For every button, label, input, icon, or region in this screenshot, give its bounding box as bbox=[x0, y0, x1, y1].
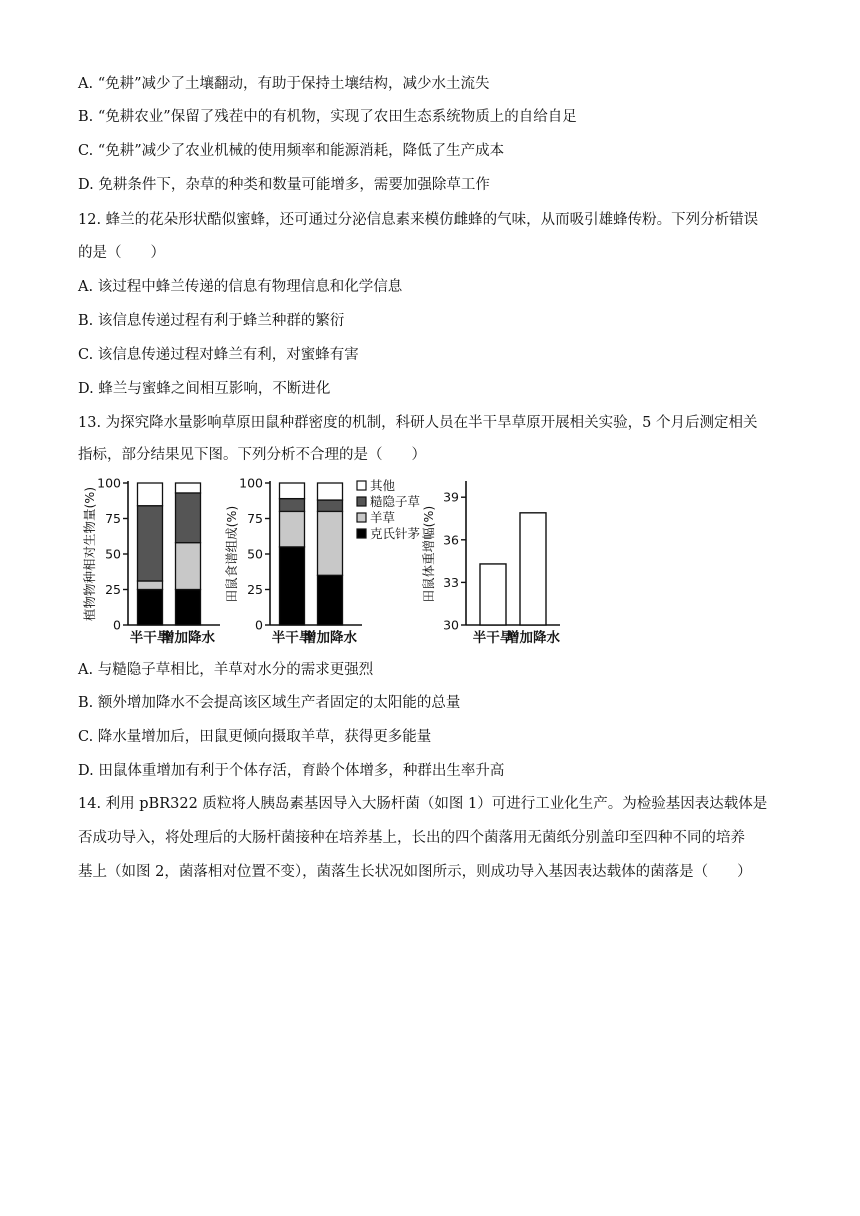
chart1-bar-segment bbox=[138, 506, 163, 581]
chart2-legend-label: 糙隐子草 bbox=[370, 494, 421, 509]
text-line-9: C. 该信息传递过程对蜂兰有利，对蜜蜂有害 bbox=[78, 347, 359, 363]
chart3-ytick-label: 33 bbox=[443, 574, 459, 590]
text-line-6: 的是（ ） bbox=[78, 245, 165, 261]
chart2-ytick-label: 75 bbox=[247, 511, 263, 526]
answer-line-3: C. 降水量增加后，田鼠更倾向摄取羊草，获得更多能量 bbox=[78, 729, 432, 745]
chart1-bar-segment bbox=[176, 493, 201, 543]
chart2-bar-segment bbox=[318, 483, 343, 500]
text-line-12: 指标，部分结果见下图。下列分析不合理的是（ ） bbox=[78, 447, 426, 463]
text-line-2: B. “免耕农业”保留了残茬中的有机物，实现了农田生态系统物质上的自给自足 bbox=[78, 109, 577, 125]
chart2-ytick-label: 0 bbox=[255, 617, 263, 633]
chart2-category-label: 半干旱 bbox=[271, 630, 313, 646]
text-line-3: C. “免耕”减少了农业机械的使用频率和能源消耗，降低了生产成本 bbox=[78, 143, 505, 159]
chart1-ytick-label: 100 bbox=[97, 475, 121, 491]
answer-line-6: 否成功导入，将处理后的大肠杆菌接种在培养基上，长出的四个菌落用无菌纸分别盖印至四种不同的培养 bbox=[78, 830, 745, 846]
chart2-legend-swatch bbox=[357, 513, 366, 522]
chart2-category-label: 增加降水 bbox=[303, 630, 357, 646]
text-line-7: A. 该过程中蜂兰传递的信息有物理信息和化学信息 bbox=[78, 279, 403, 295]
chart2-ytick-label: 50 bbox=[247, 546, 263, 562]
chart1-bar-segment bbox=[176, 483, 201, 493]
text-line-5: 12. 蜂兰的花朵形状酷似蜜蜂，还可通过分泌信息素来模仿雌蜂的气味，从而吸引雄蜂传粉。下列分析错误 bbox=[78, 212, 759, 228]
chart1-ytick-label: 50 bbox=[105, 546, 121, 562]
chart2-ytick-label: 100 bbox=[239, 475, 263, 491]
chart2-legend-label: 羊草 bbox=[370, 510, 396, 525]
chart1-ytick-label: 0 bbox=[113, 617, 121, 633]
chart2-y-axis-label: 田鼠食谱组成(%) bbox=[224, 505, 239, 603]
chart3-category-label: 增加降水 bbox=[506, 630, 560, 646]
text-line-8: B. 该信息传递过程有利于蜂兰种群的繁衍 bbox=[78, 313, 345, 329]
text-line-11: 13. 为探究降水量影响草原田鼠种群密度的机制，科研人员在半干旱草原开展相关实验，5 个月后测定相关 bbox=[78, 415, 758, 431]
chart2-bar-segment bbox=[280, 547, 305, 625]
chart2-ytick-label: 25 bbox=[247, 582, 263, 597]
answer-line-2: B. 额外增加降水不会提高该区域生产者固定的太阳能的总量 bbox=[78, 695, 461, 711]
chart2-bar-segment bbox=[280, 511, 305, 547]
figure-charts bbox=[80, 474, 600, 652]
chart-svg bbox=[80, 474, 600, 652]
chart2-legend-label: 其他 bbox=[370, 478, 396, 493]
answer-line-7: 基上（如图 2，菌落相对位置不变），菌落生长状况如图所示，则成功导入基因表达载体的菌落是（ ） bbox=[78, 864, 752, 880]
chart2-bar-segment bbox=[318, 511, 343, 575]
chart3-category-label: 半干旱 bbox=[472, 630, 514, 646]
chart1-bar-segment bbox=[138, 581, 163, 590]
text-line-10: D. 蜂兰与蜜蜂之间相互影响，不断进化 bbox=[78, 381, 331, 397]
chart1-bar-segment bbox=[176, 543, 201, 590]
answer-line-5: 14. 利用 pBR322 质粒将人胰岛素基因导入大肠杆菌（如图 1）可进行工业化生产。为检验基因表达载体是 bbox=[78, 796, 768, 812]
chart3-bar bbox=[520, 513, 546, 625]
answer-line-1: A. 与糙隐子草相比，羊草对水分的需求更强烈 bbox=[78, 662, 374, 678]
chart1-category-label: 增加降水 bbox=[161, 630, 215, 646]
chart3-ytick-label: 36 bbox=[443, 532, 459, 548]
chart1-y-axis-label: 植物物种相对生物量(%) bbox=[82, 486, 97, 622]
chart1-ytick-label: 75 bbox=[105, 511, 121, 526]
chart1-bar-segment bbox=[176, 590, 201, 626]
text-line-1: A. “免耕”减少了土壤翻动，有助于保持土壤结构，减少水土流失 bbox=[78, 76, 490, 92]
chart2-bar-segment bbox=[318, 575, 343, 625]
chart1-category-label: 半干旱 bbox=[129, 630, 171, 646]
chart2-legend-swatch bbox=[357, 529, 366, 538]
chart2-bar-segment bbox=[280, 499, 305, 512]
chart1-bar-segment bbox=[138, 590, 163, 626]
chart3-bar bbox=[480, 564, 506, 625]
chart3-y-axis-label: 田鼠体重增幅(%) bbox=[421, 505, 436, 603]
chart2-bar-segment bbox=[280, 483, 305, 499]
chart1-bar-segment bbox=[138, 483, 163, 506]
chart3-ytick-label: 30 bbox=[443, 617, 459, 633]
chart1-ytick-label: 25 bbox=[105, 582, 121, 597]
chart2-legend-swatch bbox=[357, 497, 366, 506]
chart3-ytick-label: 39 bbox=[443, 489, 459, 505]
text-line-4: D. 免耕条件下，杂草的种类和数量可能增多，需要加强除草工作 bbox=[78, 177, 490, 193]
chart2-bar-segment bbox=[318, 500, 343, 511]
answer-line-4: D. 田鼠体重增加有利于个体存活，育龄个体增多，种群出生率升高 bbox=[78, 763, 505, 779]
chart2-legend-label: 克氏针茅 bbox=[370, 526, 421, 541]
chart2-legend-swatch bbox=[357, 481, 366, 490]
